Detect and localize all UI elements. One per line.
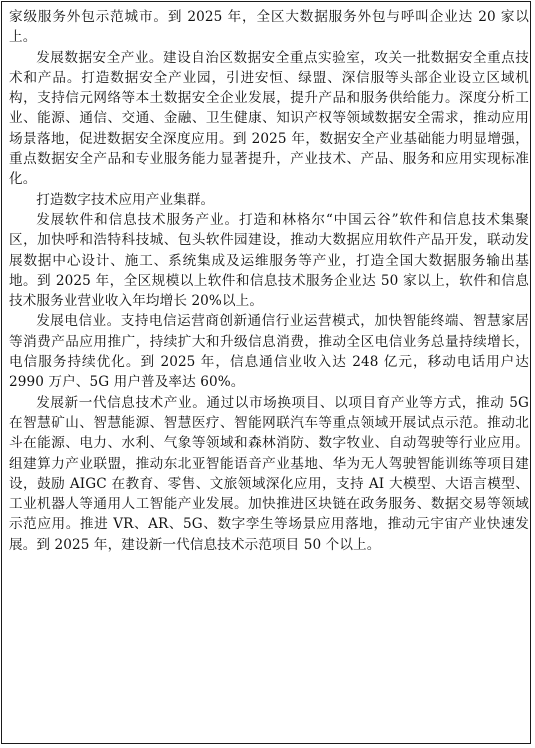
- paragraph-software-it-services: 发展软件和信息技术服务产业。打造和林格尔“中国云谷”软件和信息技术集聚区，加快呼和浩特科技城、包头软件园建设，推动大数据应用软件产品开发，联动发展数据中心设计、施工、系统集成及运维服务等产业，打造全国大数据服务输出基地。到 2025 年，全区规模以上软件和信息技术服务企业达 50 家以上，软件和信息技术服务业营业收入年均增长 20%以上。: [9, 211, 529, 310]
- page-frame: [1, 1, 531, 744]
- paragraph-data-security-industry: 发展数据安全产业。建设自治区数据安全重点实验室，攻关一批数据安全重点技术和产品。打造数据安全产业园，引进安恒、绿盟、深信服等头部企业设立区域机构，支持信元网络等本土数据安全企业发展，提升产品和服务供给能力。深度分析工业、能源、通信、交通、金融、卫生健康、知识产权等领域数据安全需求，推动应用场景落地，促进数据安全深度应用。到 2025 年，数据安全产业基础能力明显增强，重点数据安全产品和专业服务能力显著提升，产业技术、产品、服务和应用实现标准化。: [9, 49, 529, 188]
- paragraph-next-gen-it-industry: 发展新一代信息技术产业。通过以市场换项目、以项目育产业等方式，推动 5G 在智慧矿山、智慧能源、智慧医疗、智能网联汽车等重点领域开展试点示范。推动北斗在能源、电力、水利、气象等领域和森林消防、数字牧业、自动驾驶等行业应用。组建算力产业联盟，推动东北亚智能语音产业基地、华为无人驾驶智能训练等项目建设，鼓励 AIGC 在教育、零售、文旅领域深化应用，支持 AI 大模型、大语言模型、工业机器人等通用人工智能产业发展。加快推进区块链在政务服务、数据交易等领域示范应用。推进 VR、AR、5G、数字孪生等场景应用落地，推动元宇宙产业快速发展。到 2025 年，建设新一代信息技术示范项目 50 个以上。: [9, 394, 529, 553]
- section-heading-digital-tech-cluster: 打造数字技术应用产业集群。: [36, 191, 215, 208]
- paragraph-telecom-industry: 发展电信业。支持电信运营商创新通信行业运营模式，加快智能终端、智慧家居等消费产品应用推广，持续扩大和升级信息消费，推动全区电信业务总量持续增长，电信服务持续优化。到 2025 年，信息通信业收入达 248 亿元，移动电话用户达 2990 万户、5G 用户普及率达 60%。: [9, 313, 529, 391]
- document-body: [9, 7, 529, 555]
- paragraph-outsourcing-continued: 家级服务外包示范城市。到 2025 年，全区大数据服务外包与呼叫企业达 20 家以上。: [9, 9, 529, 46]
